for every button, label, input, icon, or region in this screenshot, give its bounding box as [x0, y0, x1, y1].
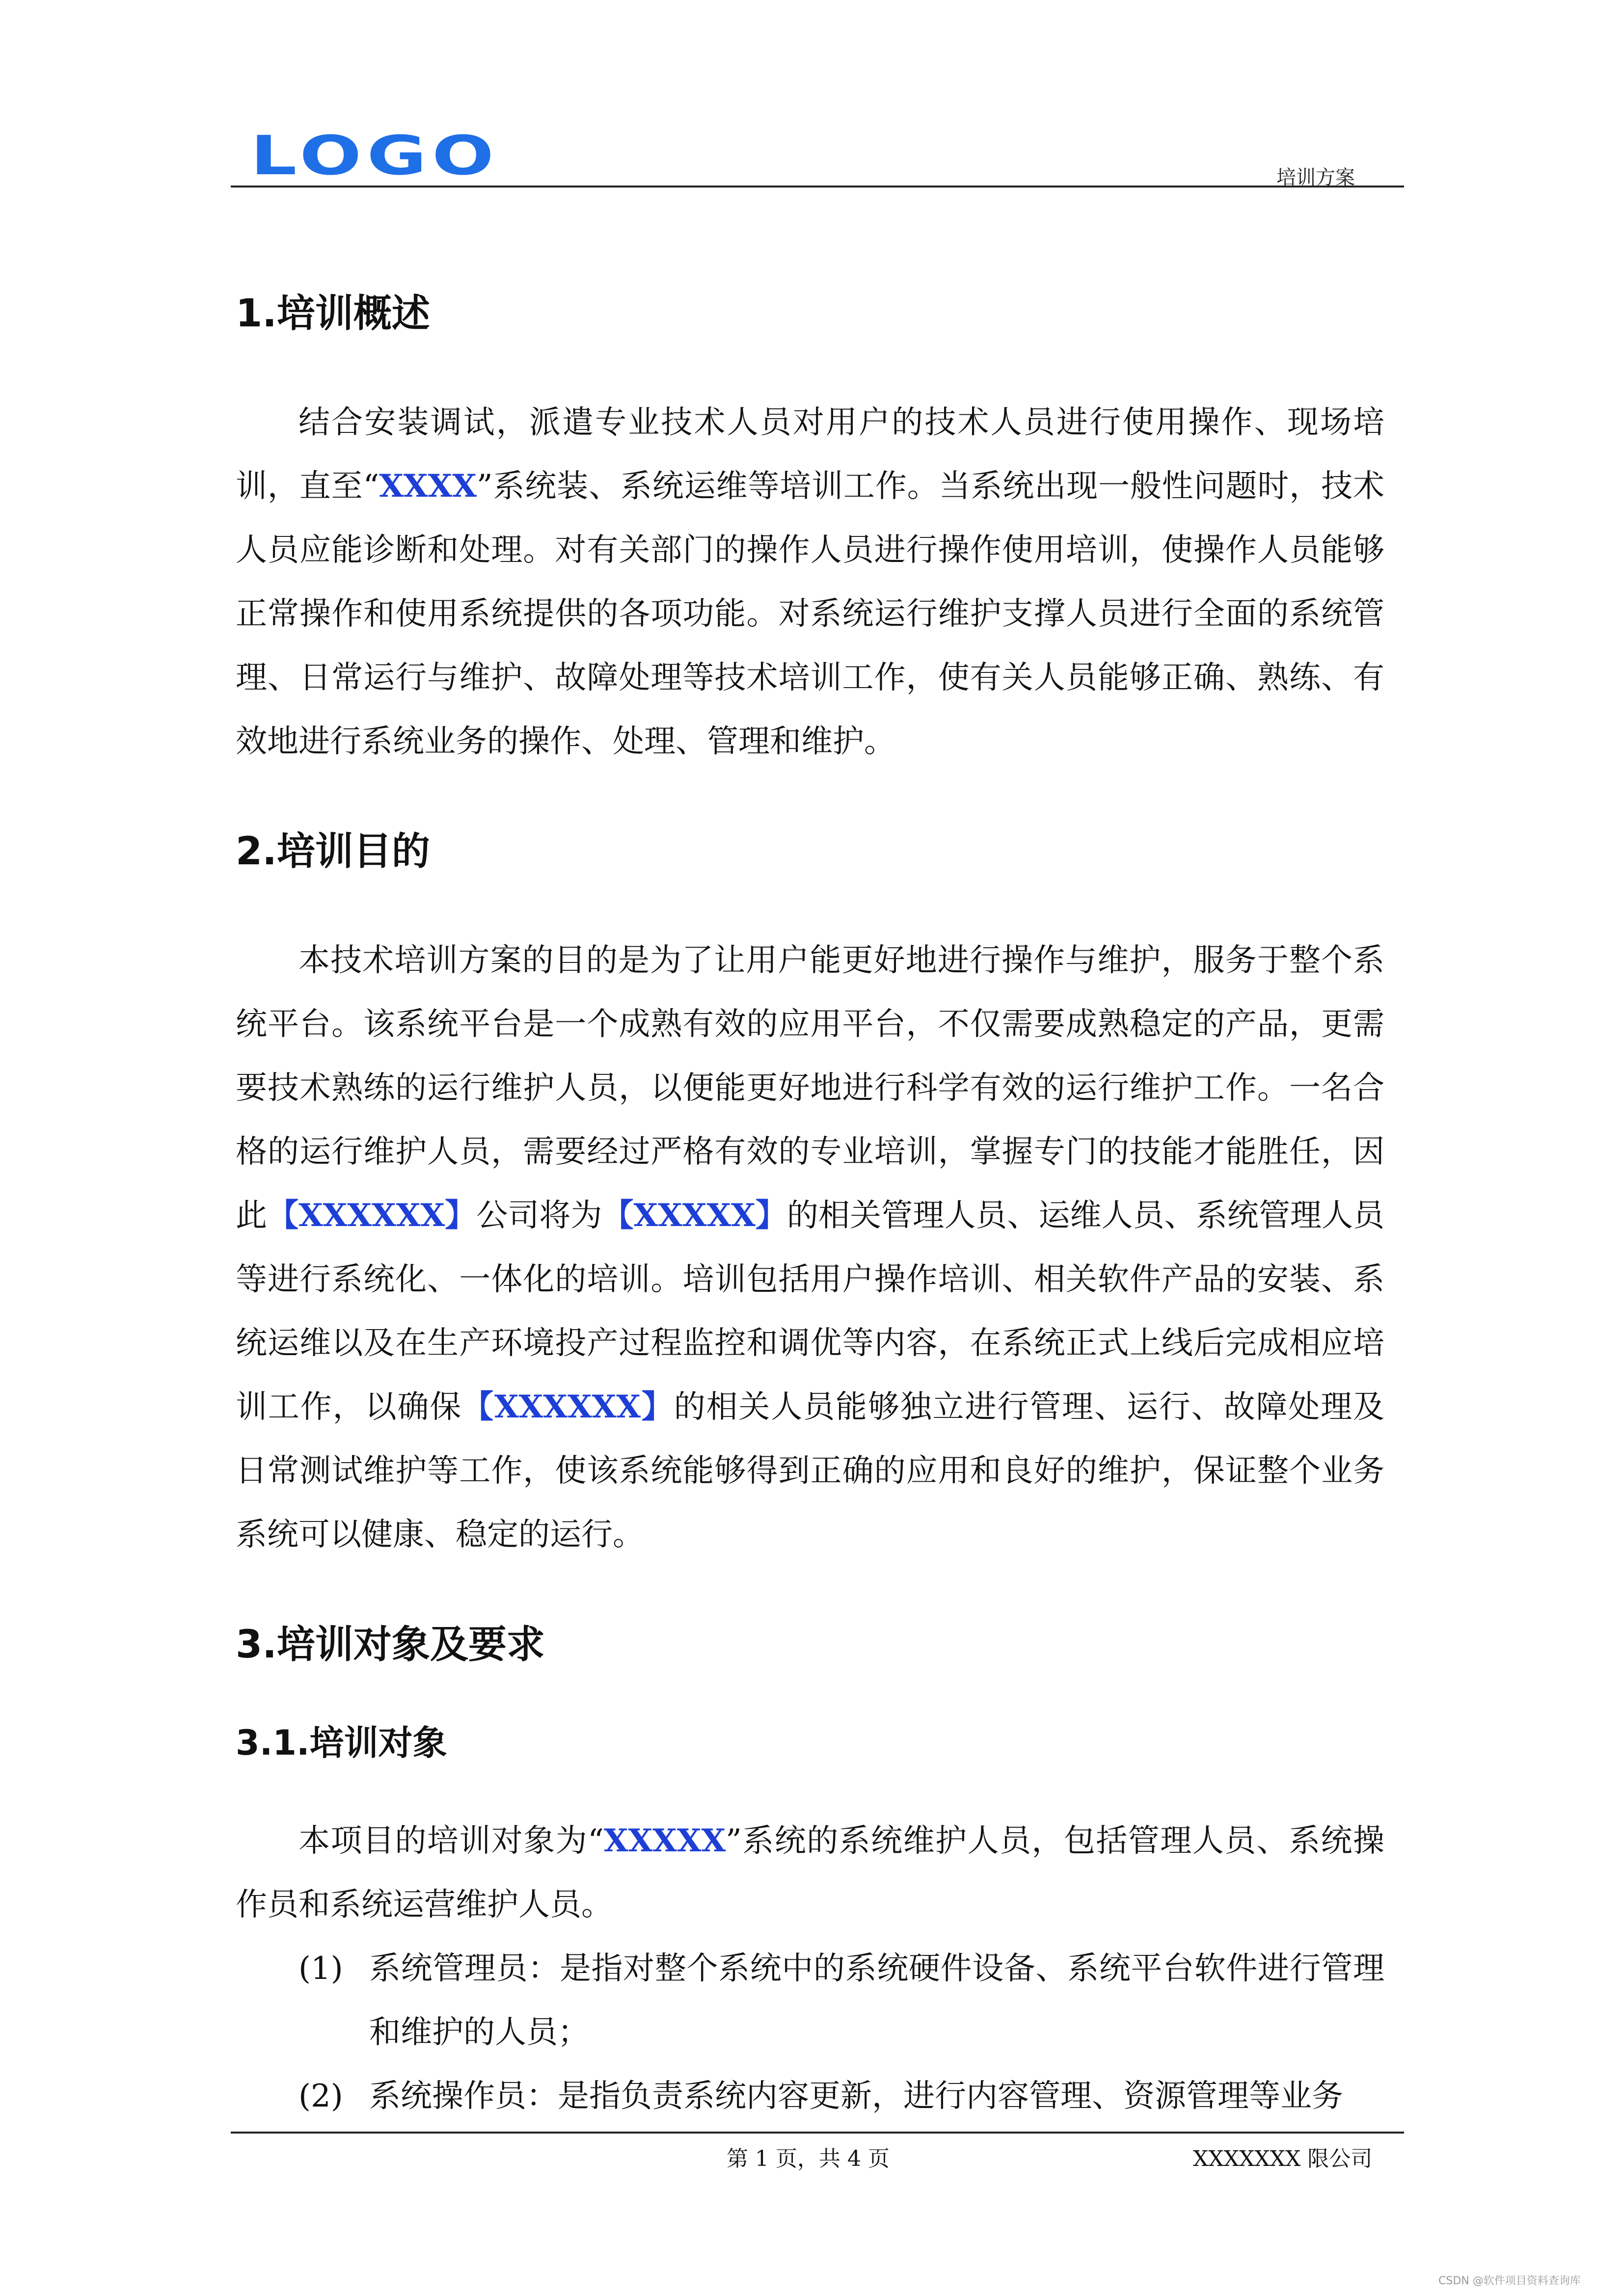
- section-2-title: 2.培训目的: [236, 829, 430, 874]
- placeholder-client-2: 【XXXXXX】: [462, 1388, 674, 1425]
- placeholder-system-name: XXXX: [379, 468, 477, 505]
- header-divider: [231, 186, 1404, 187]
- trainee-list: [236, 1937, 1384, 2128]
- watermark: CSDN @软件项目资料查询库: [1438, 2275, 1581, 2287]
- page-number: 第 1 页，共 4 页: [727, 2146, 890, 2171]
- header-title: 培训方案: [1276, 166, 1355, 189]
- document-body: [236, 294, 1384, 2128]
- list-item: (2) 系统操作员：是指负责系统内容更新，进行内容管理、资源管理等业务: [236, 2064, 1384, 2128]
- list-item-text: 系统操作员：是指负责系统内容更新，进行内容管理、资源管理等业务: [369, 2078, 1343, 2114]
- placeholder-company: 【XXXXXX】: [267, 1197, 477, 1234]
- footer-divider: [231, 2132, 1404, 2134]
- footer-company: XXXXXXX 限公司: [1193, 2146, 1373, 2171]
- section-1-paragraph: 结合安装调试，派遣专业技术人员对用户的技术人员进行使用操作、现场培训，直至“XXXX”系统装、系统运维等培训工作。当系统出现一般性问题时，技术人员应能诊断和处理。对有关部门的操作人员进行操作使用培训，使操作人员能够正常操作和使用系统提供的各项功能。对系统运行维护支撑人员进行全面的系统管理、日常运行与维护、故障处理等技术培训工作，使有关人员能够正确、熟练、有效地进行系统业务的操作、处理、管理和维护。: [236, 404, 1385, 760]
- placeholder-system-name-2: XXXXX: [603, 1822, 726, 1859]
- section-3-1-paragraph: 本项目的培训对象为“XXXXX”系统的系统维护人员，包括管理人员、系统操作员和系统运营维护人员。: [236, 1822, 1385, 1923]
- section-2-paragraph: 本技术培训方案的目的是为了让用户能更好地进行操作与维护，服务于整个系统平台。该系统平台是一个成熟有效的应用平台，不仅需要成熟稳定的产品，更需要技术熟练的运行维护人员，以便能更好地进行科学有效的运行维护工作。一名合格的运行维护人员，需要经过严格有效的专业培训，掌握专门的技能才能胜任，因此【XXXXXX】公司将为【XXXXX】的相关管理人员、运维人员、系统管理人员等进行系统化、一体化的培训。培训包括用户操作培训、相关软件产品的安装、系统运维以及在生产环境投产过程监控和调优等内容，在系统正式上线后完成相应培训工作，以确保【XXXXXX】的相关人员能够独立进行管理、运行、故障处理及日常测试维护等工作，使该系统能够得到正确的应用和良好的维护，保证整个业务系统可以健康、稳定的运行。: [236, 942, 1385, 1553]
- list-item: (1) 系统管理员：是指对整个系统中的系统硬件设备、系统平台软件进行管理和维护的人员；: [236, 1937, 1384, 2064]
- section-3-1-title: 3.1.培训对象: [236, 1723, 447, 1763]
- section-1-title: 1.培训概述: [236, 292, 430, 336]
- logo: LOGO: [250, 124, 499, 187]
- placeholder-client: 【XXXXX】: [602, 1197, 787, 1234]
- list-item-text: 系统管理员：是指对整个系统中的系统硬件设备、系统平台软件进行管理和维护的人员；: [369, 1950, 1384, 2051]
- section-3-title: 3.培训对象及要求: [236, 1623, 545, 1667]
